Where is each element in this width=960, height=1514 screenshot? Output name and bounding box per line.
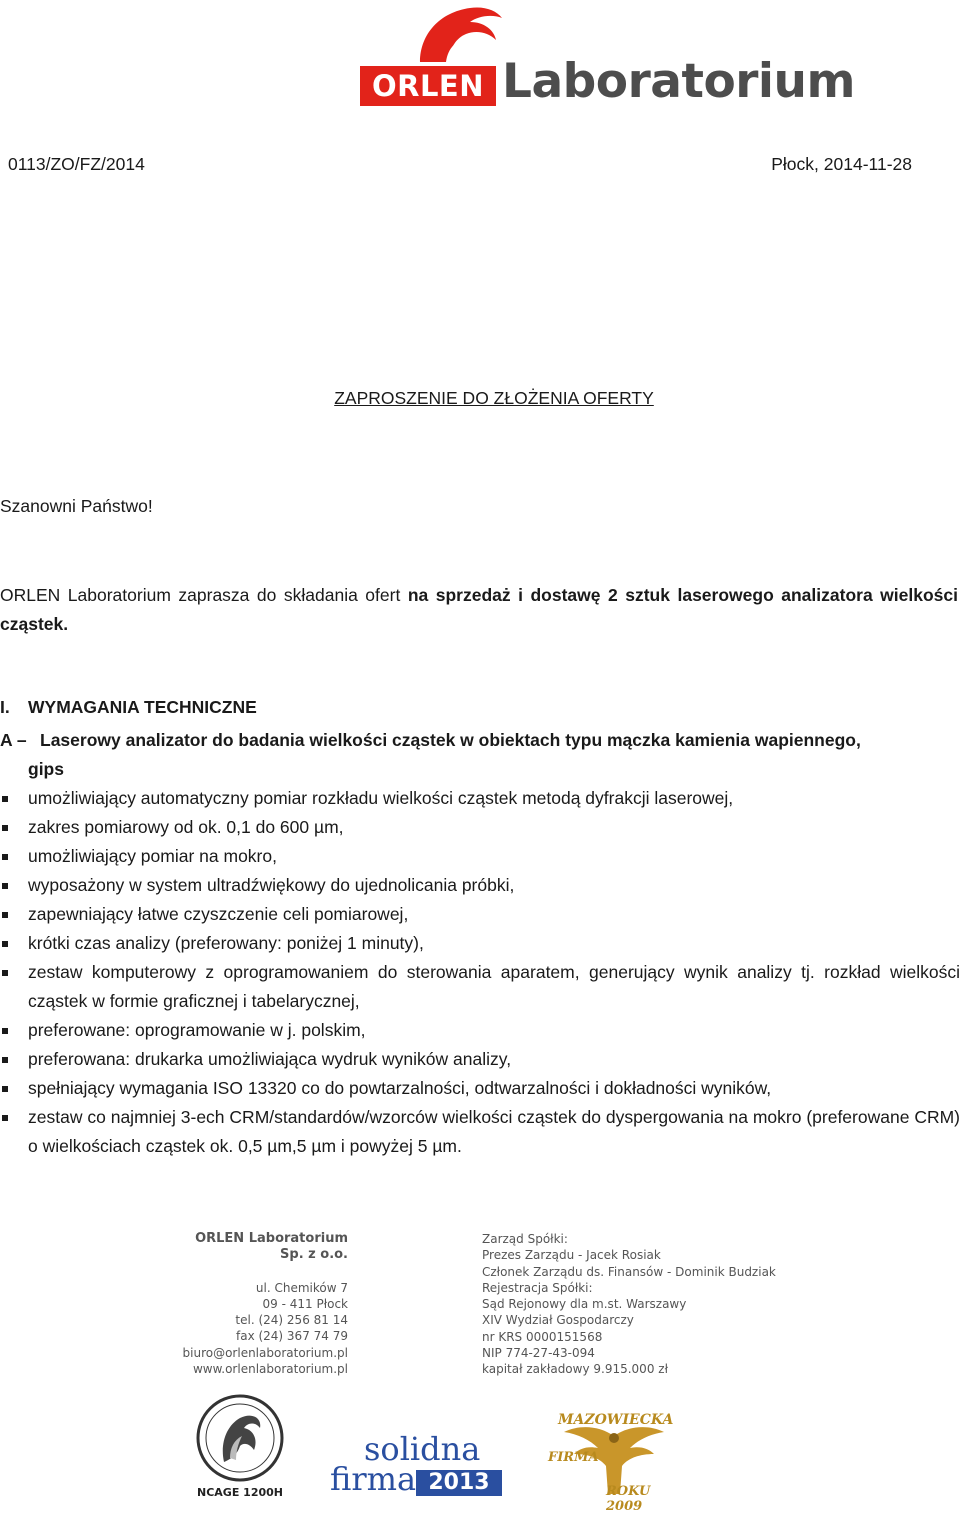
place-date: Płock, 2014-11-28 [771, 154, 912, 174]
document-reference: 0113/ZO/FZ/2014 [8, 154, 145, 174]
list-item: zestaw co najmniej 3-ech CRM/standardów/wzorców wielkości cząstek do dyspergowania na mokro (preferowane CRM) o wielkościach cząstek ok. 0,5 µm,5 µm i powyżej 5 µm. [0, 1103, 960, 1161]
solidna-word: solidna [364, 1430, 481, 1468]
list-item: preferowana: drukarka umożliwiająca wydruk wyników analizy, [0, 1045, 960, 1074]
footer-division: XIV Wydział Gospodarczy [482, 1313, 634, 1328]
subsection-line1: Laserowy analizator do badania wielkości cząstek w obiektach typu mączka kamienia wapiennego, [40, 730, 861, 750]
footer-registration-info [482, 1231, 776, 1378]
footer-website: www.orlenlaboratorium.pl [192, 1362, 348, 1377]
ncage-badge [190, 1392, 290, 1500]
footer-nip: NIP 774-27-43-094 [482, 1346, 595, 1361]
list-item: zestaw komputerowy z oprogramowaniem do sterowania aparatem, generujący wynik analizy tj. rozkład wielkości cząstek w formie graficznej i tabelarycznej, [0, 958, 960, 1016]
footer-street: ul. Chemików 7 [255, 1280, 348, 1295]
footer-company-form: Sp. z o.o. [280, 1247, 348, 1263]
orlen-eagle-icon [412, 4, 504, 64]
firma-top-text: MAZOWIECKA [558, 1412, 674, 1428]
footer-company-name: ORLEN Laboratorium [195, 1231, 348, 1246]
footer-registration-heading: Rejestracja Spółki: [482, 1280, 593, 1295]
footer-president: Prezes Zarządu - Jacek Rosiak [482, 1248, 661, 1263]
intro-bold: na sprzedaż i dostawę 2 sztuk laserowego analizatora wielkości cząstek. [0, 585, 958, 634]
requirements-list [0, 784, 960, 1161]
laboratorium-brand-text: Laboratorium [502, 54, 855, 109]
subsection-line2: gips [28, 759, 64, 779]
subsection-letter: A – [0, 730, 27, 750]
ncage-label: NCAGE 1200H [197, 1486, 283, 1499]
list-item: preferowane: oprogramowanie w j. polskim, [0, 1016, 960, 1045]
footer-capital: kapitał zakładowy 9.915.000 zł [482, 1362, 668, 1377]
footer-court: Sąd Rejonowy dla m.st. Warszawy [482, 1297, 687, 1312]
list-item: krótki czas analizy (preferowany: poniżej 1 minuty), [0, 929, 960, 958]
solidna-year: 2013 [416, 1470, 502, 1496]
footer-company-info [183, 1231, 348, 1377]
list-item: umożliwiający automatyczny pomiar rozkładu wielkości cząstek metodą dyfrakcji laserowej, [0, 784, 960, 813]
firma-bottom-text: ROKU 2009 [606, 1484, 651, 1514]
company-logo [360, 4, 870, 109]
footer-krs: nr KRS 0000151568 [482, 1329, 603, 1344]
list-item: umożliwiający pomiar na mokro, [0, 842, 960, 871]
ncage-seal-icon [190, 1392, 290, 1488]
section-title: WYMAGANIA TECHNICZNE [28, 697, 257, 717]
intro-paragraph [0, 581, 958, 639]
mazowiecka-firma-badge [544, 1412, 684, 1514]
firma-word: firma [330, 1460, 417, 1498]
list-item: spełniający wymagania ISO 13320 co do powtarzalności, odtwarzalności i dokładności wyników, [0, 1074, 960, 1103]
solidna-firma-badge [330, 1432, 502, 1502]
firma-mid-text: FIRMA [548, 1450, 599, 1465]
footer-phone: tel. (24) 256 81 14 [235, 1313, 348, 1328]
subsection-a [0, 726, 960, 784]
list-item: zakres pomiarowy od ok. 0,1 do 600 µm, [0, 813, 960, 842]
list-item: wyposażony w system ultradźwiękowy do ujednolicania próbki, [0, 871, 960, 900]
footer-email: biuro@orlenlaboratorium.pl [182, 1345, 348, 1360]
document-title: ZAPROSZENIE DO ZŁOŻENIA OFERTY [334, 388, 654, 408]
list-item: zapewniający łatwe czyszczenie celi pomiarowej, [0, 900, 960, 929]
footer-fax: fax (24) 367 74 79 [235, 1329, 348, 1344]
section-number: I. [0, 697, 10, 717]
intro-plain: ORLEN Laboratorium zaprasza do składania ofert [0, 585, 408, 605]
footer-board-heading: Zarząd Spółki: [482, 1232, 568, 1246]
footer-city: 09 - 411 Płock [262, 1296, 348, 1311]
orlen-brand-text: ORLEN [371, 69, 485, 103]
footer-board-member: Członek Zarządu ds. Finansów - Dominik Budziak [482, 1264, 776, 1279]
section-heading [0, 696, 257, 718]
greeting: Szanowni Państwo! [0, 496, 153, 516]
